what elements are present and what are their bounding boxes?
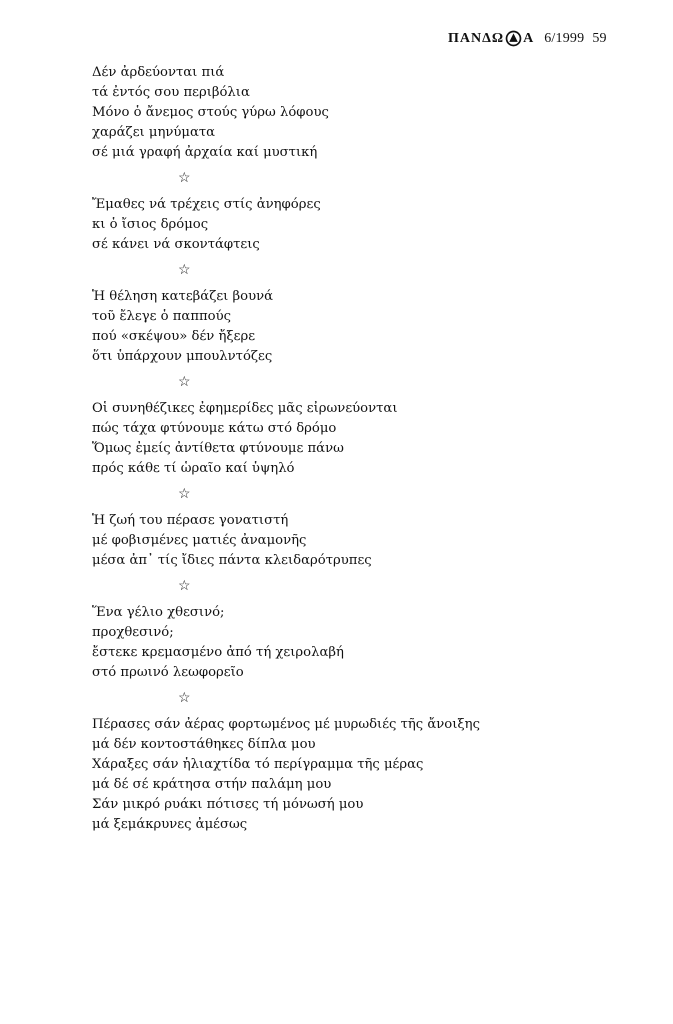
verse-line: μά δέν κοντοστάθηκες δίπλα μου [92,737,316,752]
star-separator-icon: ☆ [178,486,191,502]
verse-line: Ἡ ζωή του πέρασε γονατιστή [92,513,289,528]
verse-line: προχθεσινό; [92,625,174,640]
verse-line: στό πρωινό λεωφορεῖο [92,665,244,680]
verse-line: σέ κάνει νά σκοντάφτεις [92,237,260,252]
journal-logo [448,30,534,47]
verse-line: ἔστεκε κρεμασμένο ἀπό τή χειρολαβή [92,645,344,660]
verse-line: Ἡ θέληση κατεβάζει βουνά [92,289,274,304]
verse-line: τά ἐντός σου περιβόλια [92,85,250,100]
verse-line: σέ μιά γραφή ἀρχαία καί μυστική [92,145,318,160]
star-separator-icon: ☆ [178,374,191,390]
verse-line: μά ξεμάκρυνες ἀμέσως [92,817,248,832]
star-separator-icon: ☆ [178,690,191,706]
verse-line: Μόνο ὁ ἄνεμος στούς γύρω λόφους [92,105,329,120]
verse-line: Δέν ἀρδεύονται πιά [92,65,225,80]
verse-line: τοῦ ἔλεγε ὁ παππούς [92,309,231,324]
verse-line: Σάν μικρό ρυάκι πότισες τή μόνωσή μου [92,797,364,812]
running-header [448,30,607,47]
journal-title-left: ΠΑΝΔΩ [448,30,505,46]
pandora-logo-icon [505,30,522,47]
verse-line: πρός κάθε τί ὡραῖο καί ὑψηλό [92,461,295,476]
verse-line: Ὅμως ἐμείς ἀντίθετα φτύνουμε πάνω [92,441,344,456]
verse-line: κι ὁ ἴσιος δρόμος [92,217,209,232]
star-separator-icon: ☆ [178,578,191,594]
verse-line: Χάραξες σάν ἡλιαχτίδα τό περίγραμμα τῆς μέρας [92,757,424,772]
poem-stanza [92,287,632,367]
issue-number: 6/1999 [544,30,585,46]
verse-line: Οἱ συνηθέζικες ἐφημερίδες μᾶς εἰρωνεύονται [92,401,398,416]
poem-collection [92,63,632,835]
verse-line: πού «σκέψου» δέν ἤξερε [92,329,256,344]
verse-line: μά δέ σέ κράτησα στήν παλάμη μου [92,777,332,792]
verse-line: ὅτι ὑπάρχουν μπουλντόζες [92,349,273,364]
star-separator-icon: ☆ [178,262,191,278]
page-number: 59 [592,30,607,46]
poem-stanza [92,399,632,479]
journal-title-right: Α [523,30,535,46]
poem-stanza [92,715,632,835]
verse-line: Ἕνα γέλιο χθεσινό; [92,605,225,620]
verse-line: μέ φοβισμένες ματιές ἀναμονῆς [92,533,307,548]
poem-stanza [92,511,632,571]
verse-line: μέσα ἀπ᾽ τίς ἴδιες πάντα κλειδαρότρυπες [92,553,372,568]
poem-stanza [92,63,632,163]
verse-line: Ἔμαθες νά τρέχεις στίς ἀνηφόρες [92,197,321,212]
verse-line: Πέρασες σάν ἀέρας φορτωμένος μέ μυρωδιές τῆς ἄνοιξης [92,717,480,732]
verse-line: πώς τάχα φτύνουμε κάτω στό δρόμο [92,421,337,436]
verse-line: χαράζει μηνύματα [92,125,216,140]
poem-stanza [92,603,632,683]
poem-stanza [92,195,632,255]
star-separator-icon: ☆ [178,170,191,186]
